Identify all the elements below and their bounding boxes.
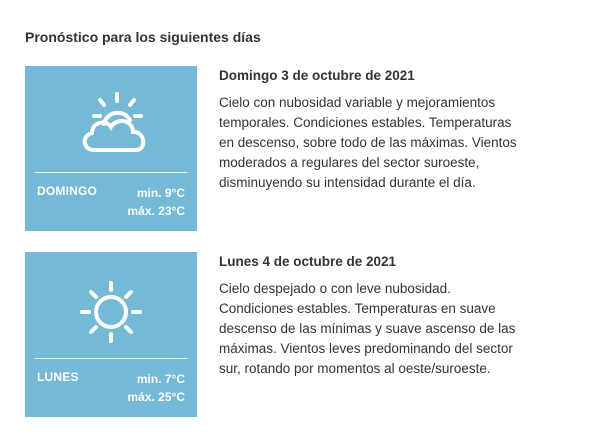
max-temperature: máx. 25°C: [127, 390, 185, 404]
day-name: DOMINGO: [37, 184, 98, 198]
forecast-date: Lunes 4 de octubre de 2021: [219, 254, 397, 269]
forecast-day-sunday: [25, 66, 585, 231]
forecast-date: Domingo 3 de octubre de 2021: [219, 68, 415, 83]
max-temperature: máx. 23°C: [127, 204, 185, 218]
weather-card: [25, 252, 197, 417]
min-temperature: min. 9°C: [136, 186, 185, 200]
forecast-description: Cielo con nubosidad variable y mejoramientos temporales. Condiciones estables. Temperaturas en descenso, sobre todo de las máximas. Vientos moderados a regulares del sector suroeste, disminuyendo su intensidad durante el día.: [219, 95, 517, 190]
card-divider: [35, 172, 187, 173]
forecast-text: [219, 66, 519, 193]
forecast-text: [219, 252, 519, 379]
temperature-range: [128, 370, 186, 406]
min-temperature: min. 7°C: [136, 372, 185, 386]
forecast-day-monday: [25, 252, 585, 417]
forecast-description: Cielo despejado o con leve nubosidad. Condiciones estables. Temperaturas en suave descenso de las mínimas y suave ascenso de las máximas. Vientos leves predominando del sector sur, rotando por momentos al oeste/suroeste.: [219, 281, 516, 376]
sun-icon: [66, 270, 156, 350]
temperature-range: [128, 184, 186, 220]
weather-card: [25, 66, 197, 231]
partly-cloudy-icon: [66, 84, 156, 164]
card-divider: [35, 358, 187, 359]
section-title: Pronóstico para los siguientes días: [25, 29, 261, 45]
day-name: LUNES: [37, 370, 79, 384]
